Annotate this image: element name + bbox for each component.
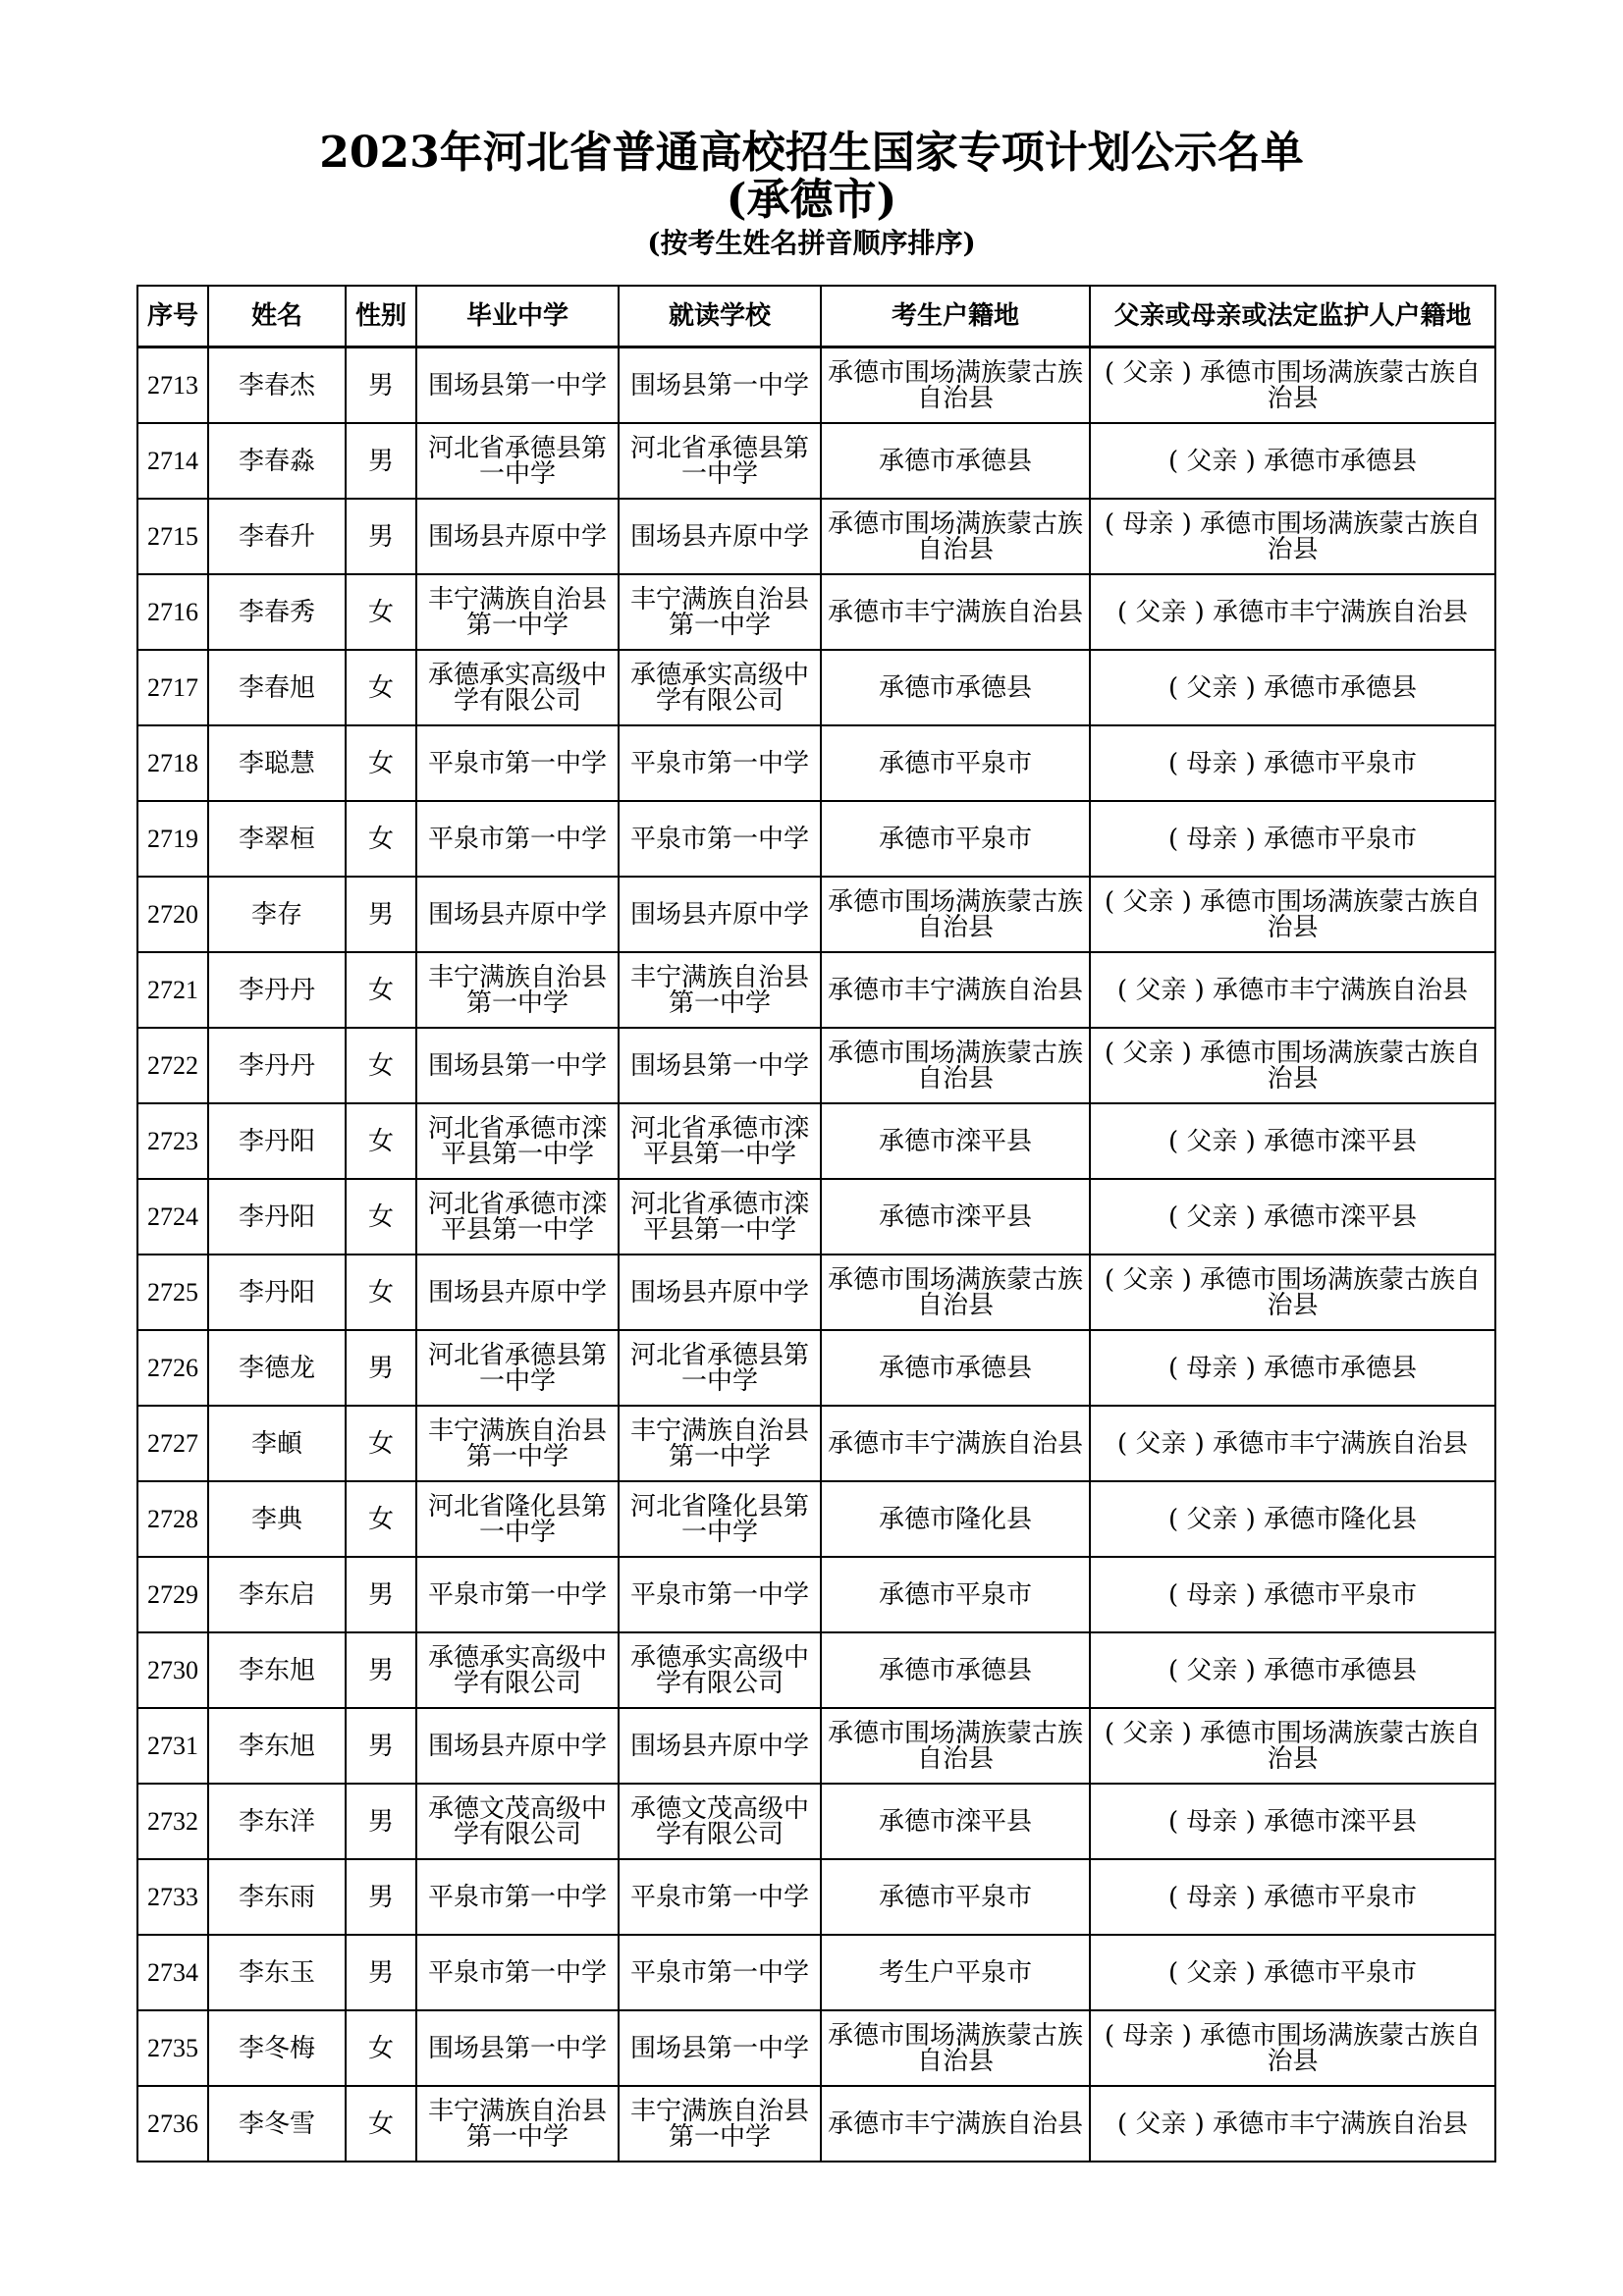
cell-gender: 男 [346, 1708, 416, 1784]
cell-gender: 女 [346, 650, 416, 725]
table-row [137, 423, 1495, 499]
cell-hukou: 承德市平泉市 [821, 1859, 1090, 1935]
table-row [137, 1028, 1495, 1103]
cell-current-school: 平泉市第一中学 [619, 1557, 821, 1632]
cell-current-school: 河北省承德市滦平县第一中学 [619, 1179, 821, 1255]
cell-gender: 男 [346, 1557, 416, 1632]
cell-guardian-hukou: ( 父亲 ) 承德市平泉市 [1090, 1935, 1495, 2010]
table-row [137, 1103, 1495, 1179]
cell-seq: 2716 [137, 574, 208, 650]
cell-seq: 2730 [137, 1632, 208, 1708]
header-grad-school: 毕业中学 [416, 286, 619, 347]
cell-gender: 女 [346, 574, 416, 650]
cell-current-school: 围场县卉原中学 [619, 877, 821, 952]
table-row [137, 347, 1495, 424]
cell-current-school: 丰宁满族自治县第一中学 [619, 1406, 821, 1481]
table-row [137, 725, 1495, 801]
cell-seq: 2713 [137, 347, 208, 424]
cell-guardian-hukou: ( 父亲 ) 承德市围场满族蒙古族自治县 [1090, 877, 1495, 952]
cell-gender: 女 [346, 1103, 416, 1179]
cell-hukou: 承德市围场满族蒙古族自治县 [821, 1028, 1090, 1103]
cell-guardian-hukou: ( 父亲 ) 承德市丰宁满族自治县 [1090, 1406, 1495, 1481]
cell-hukou: 承德市平泉市 [821, 725, 1090, 801]
cell-current-school: 平泉市第一中学 [619, 801, 821, 877]
cell-name: 李丹丹 [208, 1028, 346, 1103]
cell-grad-school: 承德文茂高级中学有限公司 [416, 1784, 619, 1859]
cell-hukou: 承德市平泉市 [821, 1557, 1090, 1632]
cell-grad-school: 围场县卉原中学 [416, 1255, 619, 1330]
table-row [137, 1708, 1495, 1784]
cell-grad-school: 丰宁满族自治县第一中学 [416, 952, 619, 1028]
header-name: 姓名 [208, 286, 346, 347]
cell-current-school: 河北省承德县第一中学 [619, 1330, 821, 1406]
cell-gender: 女 [346, 1481, 416, 1557]
cell-name: 李东雨 [208, 1859, 346, 1935]
cell-hukou: 承德市围场满族蒙古族自治县 [821, 1255, 1090, 1330]
table-row [137, 1784, 1495, 1859]
cell-hukou: 承德市滦平县 [821, 1784, 1090, 1859]
cell-name: 李丹阳 [208, 1179, 346, 1255]
cell-seq: 2733 [137, 1859, 208, 1935]
cell-gender: 男 [346, 1330, 416, 1406]
cell-hukou: 承德市承德县 [821, 1632, 1090, 1708]
cell-name: 李东玉 [208, 1935, 346, 2010]
table-row [137, 1406, 1495, 1481]
document-subtitle-city: (承德市) [726, 175, 897, 225]
cell-guardian-hukou: ( 父亲 ) 承德市承德县 [1090, 1632, 1495, 1708]
cell-gender: 男 [346, 1632, 416, 1708]
cell-hukou: 承德市丰宁满族自治县 [821, 2086, 1090, 2162]
cell-guardian-hukou: ( 母亲 ) 承德市平泉市 [1090, 801, 1495, 877]
header-row [137, 286, 1495, 347]
cell-seq: 2717 [137, 650, 208, 725]
cell-guardian-hukou: ( 父亲 ) 承德市承德县 [1090, 650, 1495, 725]
cell-seq: 2720 [137, 877, 208, 952]
cell-grad-school: 河北省承德县第一中学 [416, 1330, 619, 1406]
table-row [137, 650, 1495, 725]
cell-grad-school: 丰宁满族自治县第一中学 [416, 574, 619, 650]
cell-name: 李春旭 [208, 650, 346, 725]
cell-current-school: 围场县第一中学 [619, 347, 821, 424]
cell-grad-school: 河北省承德市滦平县第一中学 [416, 1179, 619, 1255]
cell-grad-school: 围场县第一中学 [416, 347, 619, 424]
cell-current-school: 围场县第一中学 [619, 2010, 821, 2086]
table-row [137, 499, 1495, 574]
cell-grad-school: 承德承实高级中学有限公司 [416, 650, 619, 725]
cell-grad-school: 河北省承德县第一中学 [416, 423, 619, 499]
cell-seq: 2734 [137, 1935, 208, 2010]
cell-gender: 男 [346, 877, 416, 952]
cell-guardian-hukou: ( 母亲 ) 承德市平泉市 [1090, 1557, 1495, 1632]
cell-guardian-hukou: ( 母亲 ) 承德市围场满族蒙古族自治县 [1090, 2010, 1495, 2086]
table-row [137, 2086, 1495, 2162]
cell-seq: 2725 [137, 1255, 208, 1330]
table-row [137, 1330, 1495, 1406]
cell-grad-school: 平泉市第一中学 [416, 1859, 619, 1935]
cell-guardian-hukou: ( 母亲 ) 承德市承德县 [1090, 1330, 1495, 1406]
cell-gender: 女 [346, 2010, 416, 2086]
table-row [137, 801, 1495, 877]
cell-current-school: 平泉市第一中学 [619, 1859, 821, 1935]
cell-guardian-hukou: ( 母亲 ) 承德市平泉市 [1090, 725, 1495, 801]
cell-gender: 女 [346, 1179, 416, 1255]
cell-grad-school: 丰宁满族自治县第一中学 [416, 2086, 619, 2162]
cell-guardian-hukou: ( 父亲 ) 承德市围场满族蒙古族自治县 [1090, 1028, 1495, 1103]
table-row [137, 1179, 1495, 1255]
cell-current-school: 围场县卉原中学 [619, 1708, 821, 1784]
cell-name: 李春秀 [208, 574, 346, 650]
cell-seq: 2727 [137, 1406, 208, 1481]
cell-seq: 2729 [137, 1557, 208, 1632]
cell-grad-school: 河北省隆化县第一中学 [416, 1481, 619, 1557]
cell-name: 李春杰 [208, 347, 346, 424]
cell-current-school: 平泉市第一中学 [619, 1935, 821, 2010]
cell-hukou: 承德市丰宁满族自治县 [821, 1406, 1090, 1481]
cell-name: 李东启 [208, 1557, 346, 1632]
cell-current-school: 丰宁满族自治县第一中学 [619, 952, 821, 1028]
table-row [137, 1255, 1495, 1330]
cell-guardian-hukou: ( 母亲 ) 承德市滦平县 [1090, 1784, 1495, 1859]
cell-seq: 2728 [137, 1481, 208, 1557]
cell-seq: 2732 [137, 1784, 208, 1859]
cell-hukou: 承德市围场满族蒙古族自治县 [821, 347, 1090, 424]
cell-guardian-hukou: ( 父亲 ) 承德市围场满族蒙古族自治县 [1090, 347, 1495, 424]
cell-current-school: 承德文茂高级中学有限公司 [619, 1784, 821, 1859]
table-row [137, 1632, 1495, 1708]
roster-table [136, 285, 1496, 2163]
cell-current-school: 河北省承德市滦平县第一中学 [619, 1103, 821, 1179]
cell-name: 李冬梅 [208, 2010, 346, 2086]
cell-name: 李冬雪 [208, 2086, 346, 2162]
cell-current-school: 承德承实高级中学有限公司 [619, 650, 821, 725]
cell-gender: 男 [346, 1935, 416, 2010]
cell-name: 李东旭 [208, 1632, 346, 1708]
header-seq: 序号 [137, 286, 208, 347]
cell-gender: 女 [346, 1028, 416, 1103]
cell-gender: 女 [346, 1406, 416, 1481]
cell-guardian-hukou: ( 父亲 ) 承德市丰宁满族自治县 [1090, 2086, 1495, 2162]
cell-seq: 2724 [137, 1179, 208, 1255]
cell-name: 李聪慧 [208, 725, 346, 801]
cell-name: 李頔 [208, 1406, 346, 1481]
cell-name: 李丹阳 [208, 1255, 346, 1330]
cell-current-school: 丰宁满族自治县第一中学 [619, 2086, 821, 2162]
cell-hukou: 承德市平泉市 [821, 801, 1090, 877]
cell-seq: 2718 [137, 725, 208, 801]
header-hukou: 考生户籍地 [821, 286, 1090, 347]
cell-seq: 2715 [137, 499, 208, 574]
cell-name: 李德龙 [208, 1330, 346, 1406]
cell-guardian-hukou: ( 父亲 ) 承德市滦平县 [1090, 1179, 1495, 1255]
table-row [137, 574, 1495, 650]
cell-grad-school: 丰宁满族自治县第一中学 [416, 1406, 619, 1481]
cell-seq: 2719 [137, 801, 208, 877]
cell-guardian-hukou: ( 父亲 ) 承德市丰宁满族自治县 [1090, 574, 1495, 650]
cell-guardian-hukou: ( 母亲 ) 承德市围场满族蒙古族自治县 [1090, 499, 1495, 574]
cell-name: 李丹阳 [208, 1103, 346, 1179]
table-row [137, 1859, 1495, 1935]
cell-current-school: 河北省承德县第一中学 [619, 423, 821, 499]
cell-hukou: 承德市围场满族蒙古族自治县 [821, 1708, 1090, 1784]
table-row [137, 1481, 1495, 1557]
cell-gender: 男 [346, 347, 416, 424]
cell-grad-school: 围场县第一中学 [416, 2010, 619, 2086]
cell-seq: 2731 [137, 1708, 208, 1784]
header-gender: 性别 [346, 286, 416, 347]
cell-hukou: 承德市承德县 [821, 650, 1090, 725]
cell-guardian-hukou: ( 父亲 ) 承德市丰宁满族自治县 [1090, 952, 1495, 1028]
cell-seq: 2735 [137, 2010, 208, 2086]
cell-grad-school: 平泉市第一中学 [416, 801, 619, 877]
cell-current-school: 围场县卉原中学 [619, 499, 821, 574]
cell-gender: 女 [346, 725, 416, 801]
cell-hukou: 承德市滦平县 [821, 1179, 1090, 1255]
cell-current-school: 承德承实高级中学有限公司 [619, 1632, 821, 1708]
cell-current-school: 丰宁满族自治县第一中学 [619, 574, 821, 650]
table-row [137, 1935, 1495, 2010]
cell-grad-school: 围场县第一中学 [416, 1028, 619, 1103]
cell-hukou: 承德市隆化县 [821, 1481, 1090, 1557]
cell-grad-school: 平泉市第一中学 [416, 725, 619, 801]
cell-gender: 女 [346, 801, 416, 877]
cell-grad-school: 平泉市第一中学 [416, 1935, 619, 2010]
cell-seq: 2723 [137, 1103, 208, 1179]
document-title: 2023年河北省普通高校招生国家专项计划公示名单 [319, 128, 1304, 178]
cell-seq: 2722 [137, 1028, 208, 1103]
cell-gender: 女 [346, 2086, 416, 2162]
cell-name: 李丹丹 [208, 952, 346, 1028]
cell-name: 李春升 [208, 499, 346, 574]
cell-gender: 女 [346, 952, 416, 1028]
cell-name: 李存 [208, 877, 346, 952]
cell-name: 李典 [208, 1481, 346, 1557]
document-sort-note: (按考生姓名拼音顺序排序) [647, 227, 976, 259]
cell-name: 李东旭 [208, 1708, 346, 1784]
cell-guardian-hukou: ( 父亲 ) 承德市围场满族蒙古族自治县 [1090, 1708, 1495, 1784]
cell-hukou: 考生户平泉市 [821, 1935, 1090, 2010]
cell-grad-school: 围场县卉原中学 [416, 877, 619, 952]
cell-current-school: 河北省隆化县第一中学 [619, 1481, 821, 1557]
cell-hukou: 承德市围场满族蒙古族自治县 [821, 2010, 1090, 2086]
table-row [137, 952, 1495, 1028]
cell-name: 李东洋 [208, 1784, 346, 1859]
cell-seq: 2726 [137, 1330, 208, 1406]
cell-hukou: 承德市承德县 [821, 423, 1090, 499]
cell-grad-school: 承德承实高级中学有限公司 [416, 1632, 619, 1708]
cell-hukou: 承德市承德县 [821, 1330, 1090, 1406]
cell-gender: 女 [346, 1255, 416, 1330]
cell-seq: 2721 [137, 952, 208, 1028]
cell-name: 李翠桓 [208, 801, 346, 877]
cell-hukou: 承德市丰宁满族自治县 [821, 952, 1090, 1028]
cell-hukou: 承德市围场满族蒙古族自治县 [821, 499, 1090, 574]
cell-grad-school: 平泉市第一中学 [416, 1557, 619, 1632]
cell-guardian-hukou: ( 父亲 ) 承德市承德县 [1090, 423, 1495, 499]
cell-current-school: 围场县第一中学 [619, 1028, 821, 1103]
cell-hukou: 承德市围场满族蒙古族自治县 [821, 877, 1090, 952]
cell-hukou: 承德市丰宁满族自治县 [821, 574, 1090, 650]
cell-seq: 2736 [137, 2086, 208, 2162]
cell-gender: 男 [346, 423, 416, 499]
table-row [137, 1557, 1495, 1632]
header-current-school: 就读学校 [619, 286, 821, 347]
cell-guardian-hukou: ( 父亲 ) 承德市隆化县 [1090, 1481, 1495, 1557]
cell-name: 李春淼 [208, 423, 346, 499]
cell-grad-school: 围场县卉原中学 [416, 499, 619, 574]
cell-guardian-hukou: ( 父亲 ) 承德市围场满族蒙古族自治县 [1090, 1255, 1495, 1330]
cell-hukou: 承德市滦平县 [821, 1103, 1090, 1179]
cell-current-school: 平泉市第一中学 [619, 725, 821, 801]
header-guardian-hukou: 父亲或母亲或法定监护人户籍地 [1090, 286, 1495, 347]
cell-gender: 男 [346, 1784, 416, 1859]
table-row [137, 2010, 1495, 2086]
table-row [137, 877, 1495, 952]
cell-guardian-hukou: ( 父亲 ) 承德市滦平县 [1090, 1103, 1495, 1179]
cell-guardian-hukou: ( 母亲 ) 承德市平泉市 [1090, 1859, 1495, 1935]
cell-gender: 男 [346, 499, 416, 574]
cell-grad-school: 围场县卉原中学 [416, 1708, 619, 1784]
cell-seq: 2714 [137, 423, 208, 499]
cell-grad-school: 河北省承德市滦平县第一中学 [416, 1103, 619, 1179]
roster-body [137, 347, 1495, 2163]
cell-gender: 男 [346, 1859, 416, 1935]
cell-current-school: 围场县卉原中学 [619, 1255, 821, 1330]
